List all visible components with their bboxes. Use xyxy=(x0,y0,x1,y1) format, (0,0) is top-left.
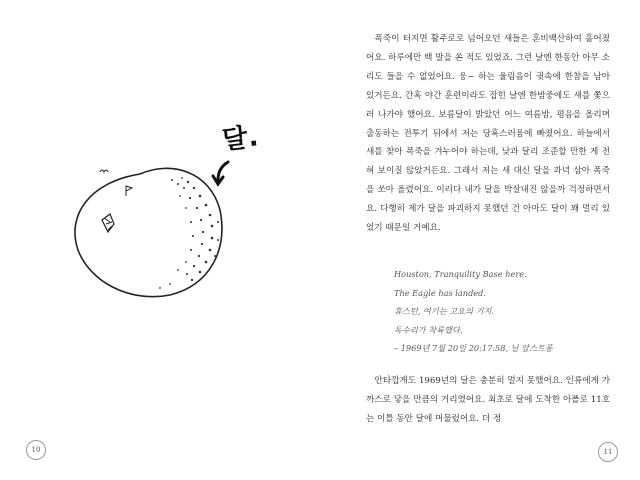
moon-illustration xyxy=(60,110,300,320)
right-page xyxy=(320,0,640,480)
page-number-right: 11 xyxy=(598,442,618,462)
top-mark xyxy=(100,170,108,172)
page-number-left: 10 xyxy=(26,440,46,460)
quote-line: 휴스턴, 여기는 고요의 기지. xyxy=(394,306,495,317)
apollo-quote xyxy=(394,265,614,358)
body-paragraph xyxy=(366,372,610,429)
quote-line: The Eagle has landed. xyxy=(394,287,487,298)
moon-outline xyxy=(75,168,222,296)
moon-caption: 달. xyxy=(220,122,261,156)
moon-shading xyxy=(159,177,219,289)
flag-icon xyxy=(126,186,132,196)
paragraph-text: 폭죽이 터지면 활주로로 넘어오던 새들은 혼비백산하여 흩어졌어요. 하루에만 백 발을 쏜 적도 있었죠. 그런 날엔 한동안 아무 소리도 들을 수 없었어요. 웅~ 하는 울림음이 귓속에 한참을 남아 있거든요. 간혹 야간 훈련이라도 잡힌 날엔 한밤중에도 새를 쫓으러 나가야 했어요. 보름달이 밝았던 어느 여름밤, 평음을 올리며 출동하는 전투기 뒤에서 저는 당혹스러움에 빠졌어요. 하늘에서 새를 찾아 폭죽을 겨누어야 하는데, 낮과 달리 조준할 만한 게 전혀 보이질 않았거든요. 그래서 저는 새 대신 달을 과녁 삼아 폭죽을 쏘아 올렸어요. 이러다 내가 달을 박살내진 않을까 걱정하면서요. 다행히 제가 달을 파괴하지 못했던 건 아마도 달이 꽤 멀리 있었기 때문일 거예요. xyxy=(366,34,610,234)
quote-line: Houston, Tranquility Base here. xyxy=(394,269,527,279)
quote-line: 독수리가 착륙했다. xyxy=(394,324,463,335)
quote-attribution: – 1969년 7월 20일 20:17:58, 닐 암스트롱 xyxy=(394,343,553,354)
body-paragraph xyxy=(366,30,610,238)
paragraph-text: 안타깝게도 1969년의 달은 충분히 멀지 못했어요. 인류에게 가까스로 닿을 만큼의 거리였어요. 최초로 달에 도착한 아폴로 11호는 이틀 동안 달에 머물렀어요. 더 정 xyxy=(366,376,610,424)
